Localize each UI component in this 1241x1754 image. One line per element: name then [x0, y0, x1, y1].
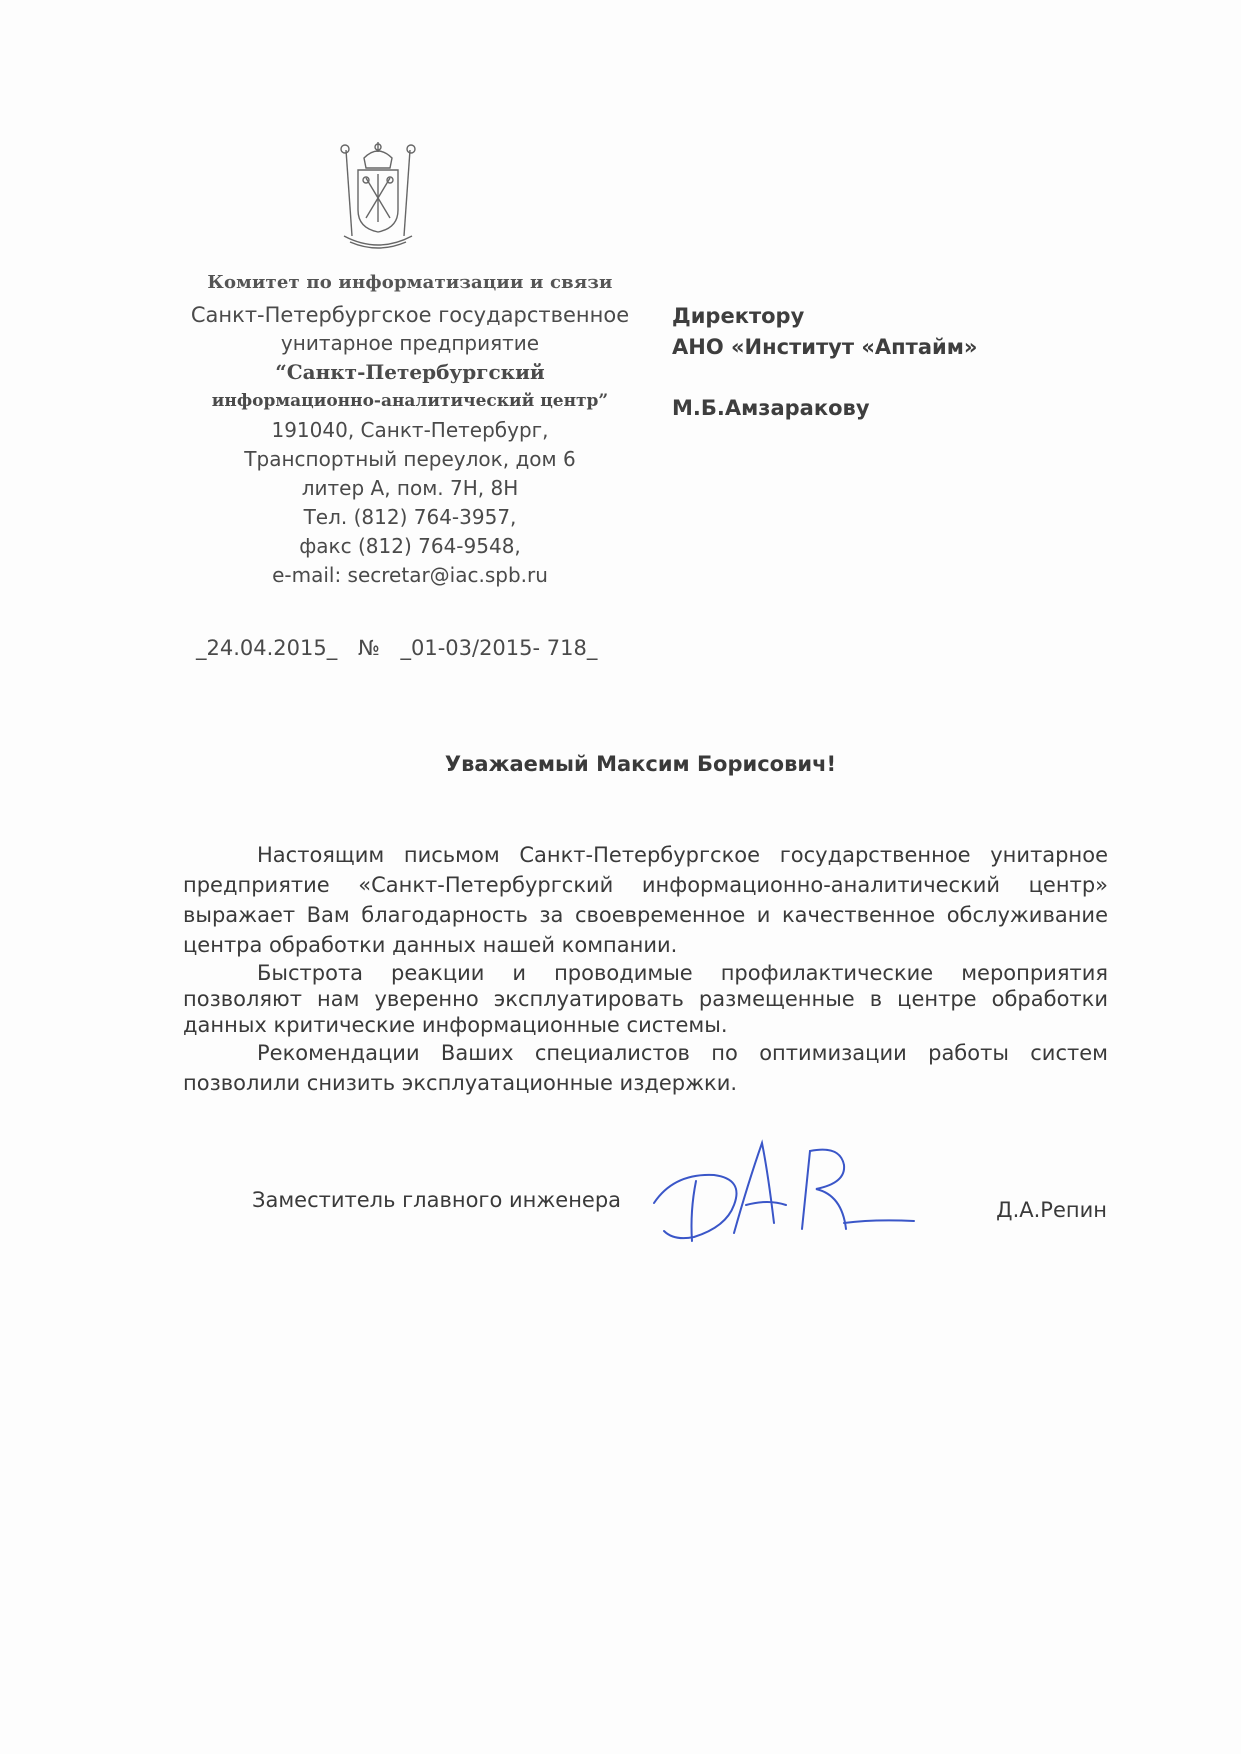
- sender-line: “Санкт-Петербургский: [275, 360, 545, 384]
- sender-phone: Тел. (812) 764-3957,: [303, 505, 517, 529]
- committee-name: Комитет по информатизации и связи: [207, 272, 613, 293]
- sender-address: Транспортный переулок, дом 6: [244, 447, 576, 471]
- recipient-block: [672, 301, 977, 424]
- body-paragraph: Настоящим письмом Санкт-Петербургское государственное унитарное предприятие «Санкт-Петербургский информационно-аналитический центр» выражает Вам благодарность за своевременное и качественное обслуживание центра обработки данных нашей компании.: [183, 843, 1108, 957]
- registration-number: _01-03/2015- 718_: [400, 636, 598, 660]
- recipient-organization: АНО «Институт «Аптайм»: [672, 335, 978, 359]
- sender-line: Санкт-Петербургское государственное: [190, 303, 630, 327]
- signature-row: [252, 1188, 1107, 1268]
- recipient-name: М.Б.Амзаракову: [672, 396, 870, 420]
- registration-line: [196, 636, 611, 660]
- sender-address: литер А, пом. 7Н, 8Н: [301, 476, 519, 500]
- letter-body: [183, 840, 1108, 1098]
- recipient-position: Директору: [672, 304, 805, 328]
- body-paragraph: Рекомендации Ваших специалистов по оптимизации работы систем позволили снизить эксплуатационные издержки.: [183, 1041, 1108, 1095]
- salutation: Уважаемый Максим Борисович!: [444, 752, 837, 776]
- sender-email: e-mail: secretar@iac.spb.ru: [272, 563, 548, 587]
- sender-line: информационно-аналитический центр”: [211, 391, 609, 411]
- signatory-name: Д.А.Репин: [996, 1198, 1107, 1222]
- handwritten-signature: [634, 1133, 924, 1253]
- signatory-title: Заместитель главного инженера: [252, 1188, 622, 1212]
- coat-of-arms-emblem: [330, 140, 426, 252]
- number-sign: №: [357, 636, 380, 660]
- registration-date: _24.04.2015_: [196, 636, 338, 660]
- sender-block: [170, 272, 650, 590]
- sender-line: унитарное предприятие: [280, 331, 540, 355]
- body-paragraph: Быстрота реакции и проводимые профилактические мероприятия позволяют нам уверенно эксплуатировать размещенные в центре обработки данных критические информационные системы.: [183, 961, 1108, 1037]
- sender-address: 191040, Санкт-Петербург,: [271, 418, 549, 442]
- sender-fax: факс (812) 764-9548,: [299, 534, 521, 558]
